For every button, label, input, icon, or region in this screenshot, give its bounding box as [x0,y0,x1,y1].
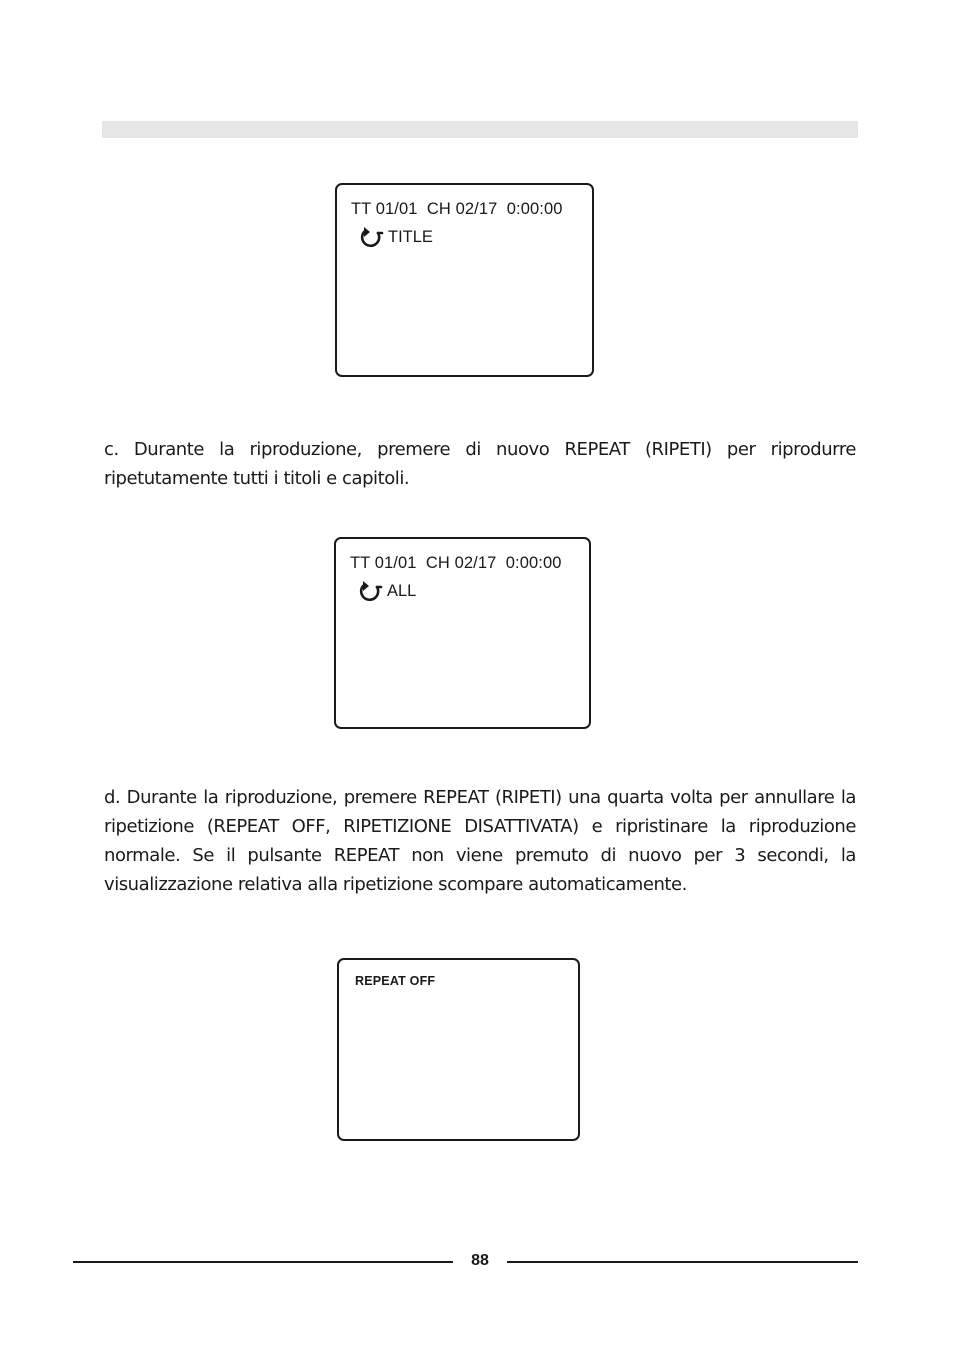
paragraph-d-text: d. Durante la riproduzione, premere REPEAT (RIPETI) una quarta volta per annullare la ripetizione (REPEAT OFF, RIPETIZIONE DISATTIVATA) e ripristinare la riproduzione normale. Se il pulsante REPEAT non viene premuto di nuovo per 3 secondi, la visualizzazione relativa alla ripetizione scompare automaticamente. [104,787,856,895]
osd-mode-label: ALL [387,581,417,600]
osd-status-text: TT 01/01 CH 02/17 0:00:00 [351,200,563,218]
header-bar [102,121,858,138]
repeat-icon [353,578,385,604]
repeat-icon [354,224,386,250]
osd-screen-title [335,183,594,377]
footer-line-right [507,1261,858,1263]
osd-mode-label: TITLE [388,227,433,246]
page-number: 88 [471,1252,489,1269]
osd-screen-repeat-off [337,958,580,1141]
osd-repeat-off-text: REPEAT OFF [355,974,436,988]
footer-line-left [73,1261,453,1263]
osd-repeat-mode [353,578,416,604]
osd-screen-all [334,537,591,729]
osd-status-text: TT 01/01 CH 02/17 0:00:00 [350,554,562,572]
paragraph-d [104,783,856,899]
paragraph-c [104,435,856,493]
osd-repeat-mode [354,224,433,250]
paragraph-c-text: c. Durante la riproduzione, premere di nuovo REPEAT (RIPETI) per riprodurre ripetutamente tutti i titoli e capitoli. [104,439,856,489]
